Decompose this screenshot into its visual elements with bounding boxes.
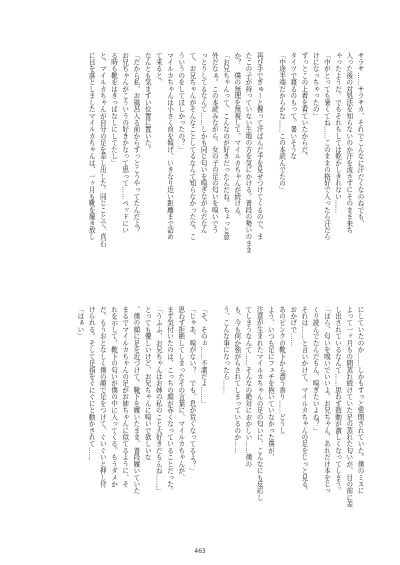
vertical-text-block-top: サラサ……サラサカ、それでこんなに汗だくなのねでも、 入った後の対処法を知らないのか汗を流さずにそのまま来ち ゃったようだ。でもそれもしては乾かしきれない…… 「中がとっても暑くてね……このままの格好で入ったら汗だら けになっちゃったの」 ずっとこの上着を着ていたからだ。 タイツで寝るのもって。暑いそうな 「中途半端だからかな……この本読んでたの」 再び手でぎゅーと握って汗ばんだ手を見せつけてくるので、ま たこの子が持っていない生地の方を気にかける。普段の勢いのまま か？ 僕の無理を無視して、マイルカちゃんが続ける。 「お兄ちゃんって、こんなのが好きだったんだね。ちょっと意 外だなぁ。この本読みながら、女の子の足の匂いを嗅いでう っとりしてるなんて……しかも同じ匂いを嗅ぎながらだなん て、お兄ちゃんがそんなことしてるなんて知らなかったな。こ ういうのをしてほしかったの？」 マイルカちゃんは小さく首を傾げ、いきなり近い距離まで詰め て来ると、 なんとも気まずい位置に置いた。 「だから私、お風呂入る前からずっとこうやってたんだよ？ お兄ちゃんがこういうの好きかなって思って……ベッドにい る時も靴をはきっぱなしにしてたし」 と、マイルカちゃんが自分の足を差し出した。同じことで、真石 に目を落としましたマイルカちゃんは、一ヶ月も靴を履き放し: [87, 52, 364, 254]
page-number: 463: [194, 548, 206, 555]
vertical-text-block-bottom: にしていたのか……しかもずっと密閉されていた。僕のミスに よって一ヶ月もの間蒸れ続けていた足の蒸れた匂いが、目の前に差 し出されているなんて……思わず鼓動が激しくなってしまう。 「ほら、匂いを嗅いでいいよ。お兄ちゃん、あれだけ本をじっ くり読んでたんだもん、嗅ぎたいよね？」 それは……と言いかけて、マイルカちゃんの足をじっと見る。 おかげで…… あのピンクの靴下から漂う香り……どうし よう、いつも足にフェチを抱いていなかった僕が、 注意が生まれたマイルカちゃんの足の匂いに、こんなにも反応し てしまうなんて……そんなの絶対におかしい……僕の も、今も何か強がらされてしまっているのか…… う、こんな事になったら…… 「そ、そのぉ……不潔だよ……」 「じゃあ、嗅がない？ でも、息が荒くなってるよ？」 思わず拒絶してしまったその言葉に、マイルカちゃんが、 まず気付いたのは、こっちの顔が赤くなっていることだった。 「うふふ、お兄ちゃんはお姉の私のこと大好きだもんね……」 とっても優しいけど、お兄ちゃんに嗅いで欲しいな 、僕の顔に足を近づけて、靴下を履いたまま、普段履いていた まるでマイルカちゃんの足がお姉ちゃんに似てるように、そ れを示して、靴下の匂いが僕の中に入ってくる。もうダメか だ、もうおとなしく僕の顔で足をつけて、ぐいぐいと押し付 けられる。そして足指をぐにぐにと動かされて…… 「はぁい」: [75, 306, 364, 508]
